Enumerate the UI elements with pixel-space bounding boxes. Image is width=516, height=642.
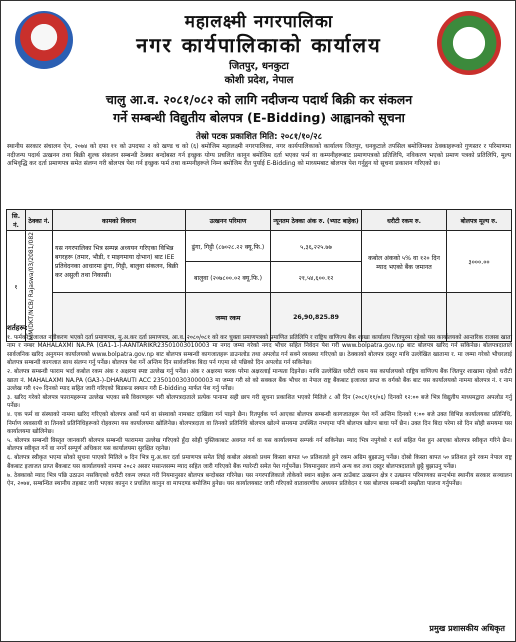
list-item: ७. ठेक्काको म्याद भित्र पछि उठाउन नसकिएको धरौटी रकम जफत गरी नियमानुसार बोलपत्र बन्दोबस्त गरिनेछ। यस नगरपालिकाले तोकेको स्थान बाहेक अन्य ठाउँबाट उत्खनन क्षेत्र र उत्खनन परिमाणका सन्दर्भमा स्थानीय सरकार सञ्चालन ऐन, २०७४, सम्बन्धित स्थानीय तहबाट जारी भएका कानुन र प्रचलित कानुन वा मापदण्ड बमोजिम हुनेछ। यस कार्यालयबाट जारी गरिएको वातावरणीय अध्ययन प्रतिवेदन र यस बोलपत्र सम्बन्धी सम्झौता पालना गर्नुपर्नेछ।	[7, 472, 512, 487]
cell-amount-stone: ५,३६,२२५.७७	[271, 231, 362, 262]
header-sn: सि. नं.	[7, 210, 26, 231]
list-item: ६. बोलपत्र स्वीकृत भएमा सोको सूचना पाएको मितिले ७ दिन भित्र मु.अ.कर दर्ता प्रमाणपत्र समेत लिई कबोल अंकको प्रथम किस्ता बापत ५० प्रतिशतले हुने रकम अग्रिम बुझाउनु पर्नेछ। दोस्रो किस्ता बापत ५० प्रतिशत हुने रकम नेपाल राष्ट्र बैंकबाट इजाजत प्राप्त बैंकबाट यस कार्यालयको नाममा २०८२ असार मसान्तसम्म म्याद सहित जारी गरिएको बैंक ग्यारेन्टी समेत पेश गर्नुपर्नेछ। नियमानुसार लाग्ने अन्य कर तथा दस्तुर बोलपत्रदाताले छुट्टै बुझाउनु पर्नेछ।	[7, 455, 512, 470]
bid-table	[6, 209, 512, 342]
header-min-amount: न्यूनतम ठेक्का अंक रु. (भ्याट बाहेक)	[271, 210, 362, 231]
cell-amount-sand: २१,५४,६००.१२	[271, 262, 362, 293]
notice-title-line2: गर्ने सम्बन्धी विद्युतीय बोलपत्र (E-Bidding) आह्वानको सूचना	[113, 110, 405, 125]
total-value: 26,90,825.89	[271, 293, 362, 342]
list-item: ३. खरिद गरेको बोलपत्र फारामहरूमा उल्लेख भएका सबै विवरणहरू भरी बोलपत्रदाताले प्रत्येक पानामा सही छाप गरी सूचना प्रकाशित भएको मितिले ८ औं दिन (२०८१/११/०६) दिनको १२:०० बजे भित्र विद्युतीय माध्यमद्वारा अपलोड गर्नु पर्नेछ।	[7, 394, 512, 410]
cell-sn: १	[7, 231, 26, 342]
cell-qty-sand: बालुवा (२०७८००.०२ क्यू.फि.)	[186, 262, 271, 293]
list-item: २. बोलपत्र सम्बन्धी फाराम भर्दा कबोल रकम अंक र अक्षरमा स्पष्ट उल्लेख गर्नु पर्नेछ। अंक र अक्षरमा फरक परेमा अक्षरलाई मान्यता दिइनेछ। माथि उल्लेखित धरौटी रकम यस कार्यालयको राष्ट्रिय वाणिज्य बैंक जितपुर शाखामा रहेको धरौटी खाता नं. MAHALAXMI NA.PA (GA3-)-DHARAUTI ACC 2350100303000003 मा जम्मा गरी सो को सक्कल बैंक भौचर वा नेपाल राष्ट्र बैंकबाट इजाजत प्राप्त क वर्गको बैंक बाट यस कार्यालयको नाममा बोलपत्र नं. र नाम उल्लेख गरी १२० दिनको म्याद सहित जारी गरिएको बिडबन्ड स्क्यान गरी E-bidding मार्फत पेश गर्नु पर्नेछ।	[7, 369, 512, 392]
publication-date: तेस्रो पटक प्रकाशित मिति: २०८१/१०/२८	[195, 132, 323, 142]
signature-title: प्रमुख प्रशासकीय अधिकृत	[429, 624, 505, 633]
intro-paragraph: स्थानीय सरकार संचालन ऐन, २०७४ को दफा ११ को उपदफा २ को खण्ड च को (६) बमोजिम महालक्ष्मी नगरपालिका, नगर कार्यपालिकाको कार्यालय जितपुर, धनकुटाले तपसिल बमोजिमका ठेक्काहरूको गुणस्तर र परिमाणमा नदीजन्य पदार्थ उत्खनन तथा बिक्री शुल्क संकलन सम्बन्धी ठेक्का बन्दोबस्त गर्न इच्छुक योग्य प्रचलित कानुन बमोजिम दर्ता भएका फर्म वा कम्पनीहरूबाट प्रमाणपत्रको प्रतिलिपि, नविकरण भएको प्रमाण पत्रको प्रतिलिपि, मूल्य अभिवृद्धि कर दर्ता प्रमाणपत्र समेत संलग्न गरी बोलपत्र पेश गर्न इच्छुक फर्म तथा कम्पनीहरूले निम्न बमोजिम रीत पुर्याई E-Bidding को माध्यमबाट बोलपत्र पेश गर्नुहुन यो सूचना प्रकाशन गरिएको छ।	[7, 143, 511, 168]
table-header-row	[7, 210, 512, 231]
office-name: नगर कार्यपालिकाको कार्यालय	[136, 33, 382, 57]
contract-no-text: MM/DKT/NCB/ Rajaswa/03/2081/082	[28, 232, 35, 341]
list-item: ४. एक फर्म वा संस्थाको नाममा खरिद गरिएको बोलपत्र अर्को फर्म वा संस्थाको नामबाट दाखिला गर्न पाइने छैन। रितपूर्वक पर्न आएका बोलपत्र सम्बन्धी कागजातहरू पेश गर्ने अन्तिम दिनको १:०० बजे उक्त विभिन्न कार्यालयका प्रतिनिधि, निर्माण व्यवसायी वा तिनको प्रतिनिधिहरूको रोहवरमा यस कार्यालयमा खोलिनेछ। बोलपत्रदाता वा तिनको प्रतिनिधि बोलपत्र खोल्ने समयमा उपस्थित नभएमा पनि बोलपत्र खोल्न बाधा पर्ने छैन। उक्त दिन बिदा परेमा सो दिन सोही समयमा यस कार्यालयमा खोलिनेछ।	[7, 412, 512, 435]
list-item: ५. बोलपत्र सम्बन्धी विस्तृत जानकारी बोलपत्र सम्बन्धी फाराममा उल्लेख गरिएको हुँदा सोही पुस्तिकाबाट अवगत गर्न वा यस कार्यालयमा सम्पर्क गर्न सकिनेछ। म्याद भित्र नपुगेको र शर्त सहित पेश हुन आएका बोलपत्र स्वीकृत गरिने छैन। बोलपत्र स्वीकृत गर्ने वा नगर्ने सम्पूर्ण अधिकार यस कार्यालयमा सुरक्षित रहनेछ।	[7, 437, 512, 453]
total-label: जम्मा रकम	[186, 293, 271, 342]
cell-deposit: कबोल अंकको ५% वा १२० दिन म्याद भएको बैंक जमानत	[362, 231, 447, 293]
cell-description: यस नगरपालिका भित्र सम्पन्न अध्ययन गरिएका विभिन्न बगरहरू (तमार, भौडी, र माइगमाया दोभान) बाट IEE प्रतिवेदनका आधारमा ढुंगा, गिट्टी, बालुवा संकलन, बिक्री कर असुली तथा निकासी।	[53, 231, 186, 293]
list-item: १. फर्मको इजाजत नवीकरण भएको दर्ता प्रमाणपत्र, मु.अ.कर दर्ता प्रमाणपत्र, आ.व. २०८०/०८१ को कर चुक्ता प्रमाणपत्रको प्रमाणित प्रतिलिपि र राष्ट्रिय वाणिज्य बैंक शाखा कार्यालय जितपुरमा रहेको यस कार्यालयको आन्तरिक राजस्व खाता नाम र नम्बर MAHALAXMI NA.PA (GA1-1-)-AANTARIKR23501003010003 मा नगद जम्मा गरेको नगद भौचर सहित निवेदन पेश गरी www.bolpatra.gov.np बाट बोलपत्र खरिद गर्न सकिनेछ। बोलपत्रदाताले सार्वजनिक खरिद अनुगमन कार्यालयको www.bolpatra.gov.np बाट बोलपत्र सम्बन्धी कागजातहरू डाउनलोड तथा अपलोड गर्न सक्ने व्यवस्था गरिएको छ। ठेक्काको बोलपत्र दस्तुर माथि उल्लेखित खातामा र. मा जम्मा गरेको भौचरलाई बोलपत्र सम्बन्धी कागजात साथ संलग्न गर्नु पर्नेछ। बोलपत्र पेश गर्ने अन्तिम दिन सार्वजनिक बिदा पर्न गएमा सो पछिको दिन अपलोड गर्न सकिनेछ।	[7, 335, 512, 367]
office-address: जितपुर, धनकुटा	[229, 61, 289, 72]
province-name: कोशी प्रदेश, नेपाल	[224, 75, 294, 86]
conditions-title: शर्तहरू:	[7, 324, 28, 332]
cell-qty-stone: ढुंगा, गिट्टी (८७०२८.२२ क्यू.फि.)	[186, 231, 271, 262]
notice-title-line1: चालु आ.व. २०८१/०८२ को लागि नदीजन्य पदार्थ बिक्री कर संकलन	[105, 92, 413, 107]
municipality-name: महालक्ष्मी नगरपालिका	[184, 12, 334, 32]
header-quantity: उत्खनन परिमाण	[186, 210, 271, 231]
header-description: कामको विवरण	[53, 210, 186, 231]
cell-bid-price: ३०००.००	[447, 231, 512, 293]
header-deposit: धरौटी रकम रु.	[362, 210, 447, 231]
header-bid-price: बोलपत्र मूल्य रु.	[447, 210, 512, 231]
table-row	[7, 231, 512, 262]
header-contract-no: ठेक्का नं.	[26, 210, 53, 231]
conditions-list	[7, 334, 512, 489]
cell-contract-no	[26, 231, 53, 342]
